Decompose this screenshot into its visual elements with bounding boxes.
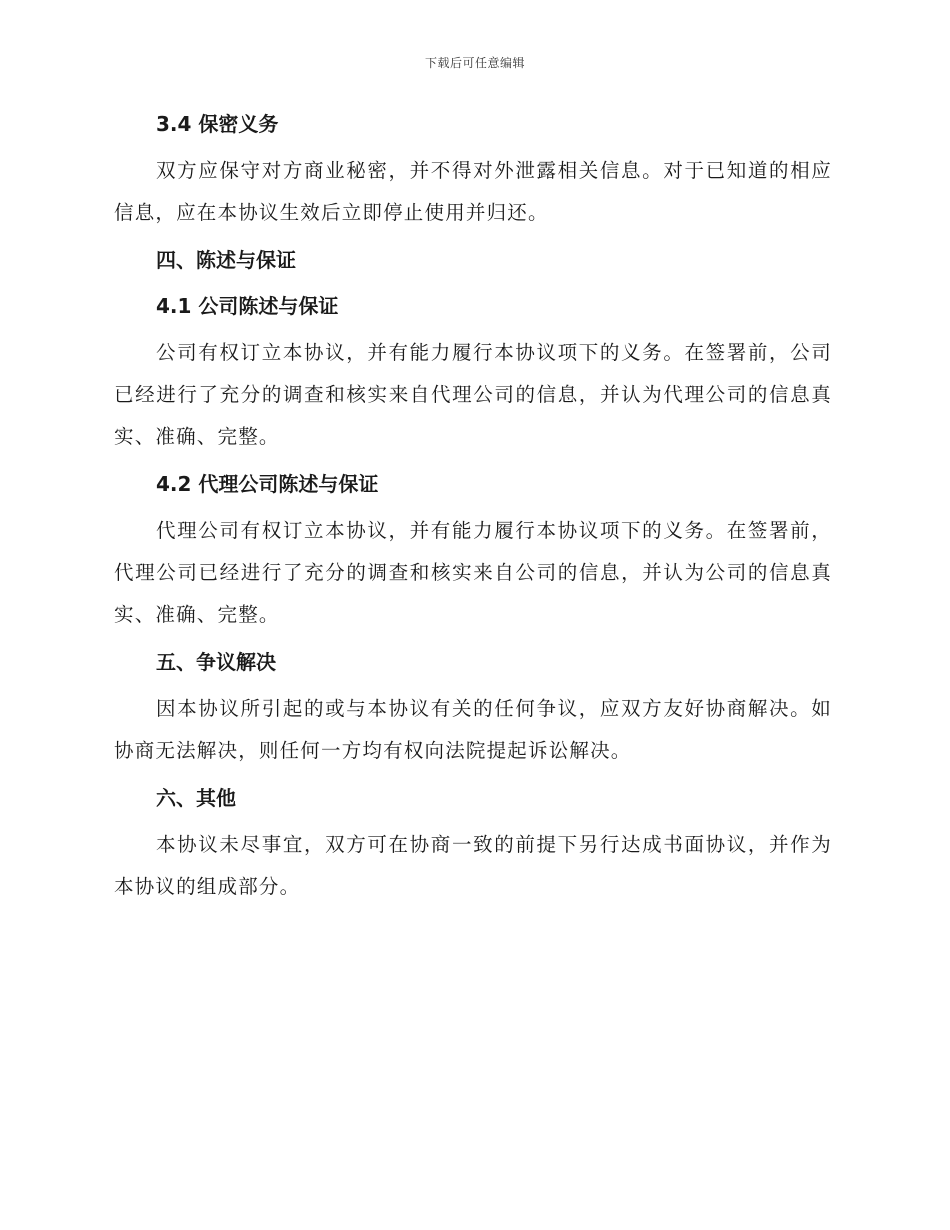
page-header: 下载后可任意编辑 xyxy=(424,56,525,70)
paragraph-confidentiality: 双方应保守对方商业秘密，并不得对外泄露相关信息。对于已知道的相应信息，应在本协议生效后立即停止使用并归还。 xyxy=(114,159,832,224)
section-heading-4: 四、陈述与保证 xyxy=(156,248,296,272)
document-body xyxy=(114,108,832,908)
paragraph-agent-warranty: 代理公司有权订立本协议，并有能力履行本协议项下的义务。在签署前，代理公司已经进行了充分的调查和核实来自公司的信息，并认为公司的信息真实、准确、完整。 xyxy=(114,519,832,626)
section-heading-4-1: 4.1 公司陈述与保证 xyxy=(156,294,339,318)
section-heading-3-4: 3.4 保密义务 xyxy=(156,112,279,136)
section-heading-6: 六、其他 xyxy=(156,786,236,810)
section-heading-4-2: 4.2 代理公司陈述与保证 xyxy=(156,472,379,496)
paragraph-company-warranty: 公司有权订立本协议，并有能力履行本协议项下的义务。在签署前，公司已经进行了充分的调查和核实来自代理公司的信息，并认为代理公司的信息真实、准确、完整。 xyxy=(114,341,832,448)
section-heading-5: 五、争议解决 xyxy=(156,650,276,674)
paragraph-other: 本协议未尽事宜，双方可在协商一致的前提下另行达成书面协议，并作为本协议的组成部分。 xyxy=(114,833,832,898)
paragraph-dispute: 因本协议所引起的或与本协议有关的任何争议，应双方友好协商解决。如协商无法解决，则任何一方均有权向法院提起诉讼解决。 xyxy=(114,697,832,762)
